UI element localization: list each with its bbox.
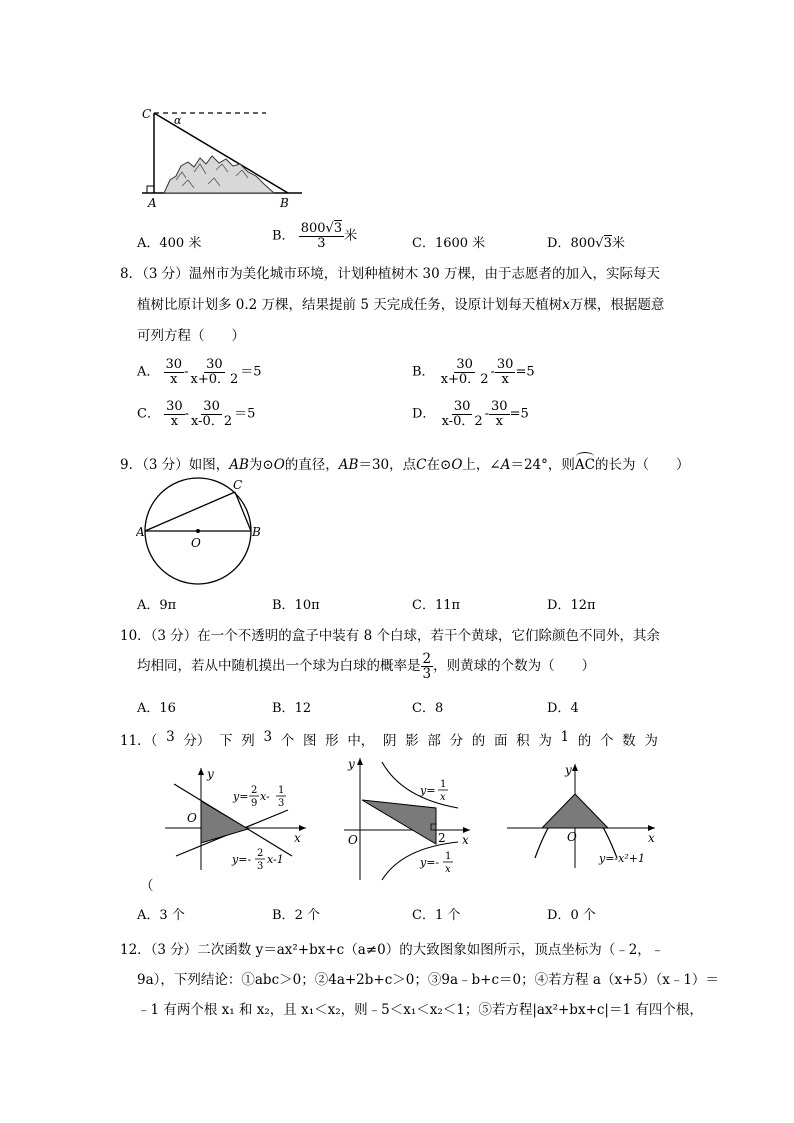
fig7-label-B: B xyxy=(280,196,289,210)
q8-line-3: 可列方程（ ） xyxy=(137,328,245,344)
q11-figure-3 xyxy=(505,758,665,873)
svg-text:x: x xyxy=(440,792,446,803)
fig1-origin: O xyxy=(187,811,197,825)
fig2-two: 2 xyxy=(438,831,446,845)
svg-text:3: 3 xyxy=(278,798,285,809)
q7-option-c[interactable]: C．1600 米 xyxy=(412,236,486,251)
fig1-eq2-pre: y=- xyxy=(232,853,252,866)
fig7-label-C: C xyxy=(142,107,152,121)
q9-label-A: A xyxy=(136,525,145,539)
q8-option-a[interactable]: A． $\frac{30}{x}$ - $\frac{30}{x+0.2}$ ＝5 xyxy=(137,357,262,387)
svg-text:1: 1 xyxy=(445,851,452,862)
q9-option-b[interactable]: B．10π xyxy=(272,598,320,613)
q8-option-b[interactable]: B． $\frac{30}{x+0.2}$ - $\frac{30}{x}$ =5 xyxy=(412,357,535,387)
q10-option-b[interactable]: B．12 xyxy=(272,701,312,716)
fig3-y-label: y xyxy=(565,763,572,777)
q8-line-1: 8．（3 分）温州市为美化城市环境，计划种植树木 30 万棵，由于志愿者的加入，实际每天 xyxy=(120,266,660,282)
svg-text:x-: x- xyxy=(260,790,270,803)
q9-option-a[interactable]: A．9π xyxy=(137,598,177,613)
q9-stem: 9．（3 分）如图，AB为⊙O的直径，AB＝30，点C在⊙O上，∠A＝24°，则AC的长为（ ） xyxy=(120,457,690,473)
q11-option-b[interactable]: B．2 个 xyxy=(272,908,320,923)
fig3-equation: y=-x²+1 xyxy=(599,852,645,865)
svg-text:y=: y= xyxy=(420,784,436,797)
fig2-y-label: y xyxy=(348,757,355,771)
fig7-label-alpha: α xyxy=(174,114,182,127)
q7-option-b[interactable]: B． $\frac{800√3}{3}$ 米 xyxy=(272,221,358,251)
fig3-origin: O xyxy=(567,830,577,844)
q12-line-1: 12．（3 分）二次函数 y＝ax²+bx+c（a≠0）的大致图象如图所示，顶点坐标为（﹣2，﹣ xyxy=(120,942,665,958)
q9-option-c[interactable]: C．11π xyxy=(412,598,461,613)
q8-option-c[interactable]: C． $\frac{30}{x}$ - $\frac{30}{x-0.2}$ ＝5 xyxy=(137,399,256,429)
q8-line-2: 植树比原计划多 0.2 万棵，结果提前 5 天完成任务，设原计划每天植树x万棵，根据题意 xyxy=(137,297,665,313)
q10-option-a[interactable]: A．16 xyxy=(137,701,176,716)
svg-text:2: 2 xyxy=(251,785,258,796)
fig2-x-label: x xyxy=(462,833,469,847)
q7-figure xyxy=(136,100,306,210)
q7-option-a[interactable]: A．400 米 xyxy=(137,236,202,251)
fig3-x-label: x xyxy=(648,831,655,845)
q11-paren: （ xyxy=(140,878,154,894)
q9-label-B: B xyxy=(252,525,261,539)
svg-text:1: 1 xyxy=(440,779,447,790)
fig7-label-A: A xyxy=(148,196,157,210)
q11-option-d[interactable]: D．0 个 xyxy=(547,908,596,923)
q7-option-d[interactable]: D．800√3米 xyxy=(547,236,625,251)
fig1-eq1-pre: y= xyxy=(233,790,249,803)
q11-option-c[interactable]: C．1 个 xyxy=(412,908,461,923)
fig1-y-label: y xyxy=(207,767,214,781)
q9-circle-figure xyxy=(136,472,266,590)
svg-text:2: 2 xyxy=(257,848,264,859)
q10-line-1: 10．（3 分）在一个不透明的盒子中装有 8 个白球，若干个黄球，它们除颜色不同外，其余 xyxy=(120,628,660,644)
q9-option-d[interactable]: D．12π xyxy=(547,598,596,613)
svg-text:9: 9 xyxy=(251,798,258,809)
q10-line-2: 均相同，若从中随机摸出一个球为白球的概率是 $\frac{2}{3}$ ，则黄球的个数为（ ） xyxy=(137,651,596,683)
q11-stem: 11．（ 3 分） 下 列 3 个 图 形 中， 阴 影 部 分 的 面 积 为 1 的 个 数 为 xyxy=(120,729,658,749)
svg-text:x-1: x-1 xyxy=(267,853,284,866)
q11-option-a[interactable]: A．3 个 xyxy=(137,908,185,923)
svg-text:3: 3 xyxy=(257,861,264,872)
svg-text:y=-: y=- xyxy=(420,856,440,869)
q9-label-C: C xyxy=(233,478,243,492)
q12-line-3: ﹣1 有两个根 x₁ 和 x₂，且 x₁＜x₂，则﹣5＜x₁＜x₂＜1；⑤若方程|ax²+bx+c|＝1 有四个根， xyxy=(137,1002,703,1018)
svg-text:1: 1 xyxy=(278,785,285,796)
svg-text:x: x xyxy=(445,864,451,875)
q8-option-d[interactable]: D． $\frac{30}{x-0.2}$ - $\frac{30}{x}$ =5 xyxy=(412,399,529,429)
q9-label-O: O xyxy=(191,536,201,550)
q10-option-d[interactable]: D．4 xyxy=(547,701,579,716)
fig2-origin: O xyxy=(348,833,358,847)
q11-figure-1 xyxy=(160,758,310,878)
fig1-x-label: x xyxy=(294,831,301,845)
q10-option-c[interactable]: C．8 xyxy=(412,701,444,716)
q11-figure-2 xyxy=(340,752,480,884)
q12-line-2: 9a），下列结论：①abc＞0；②4a+2b+c＞0；③9a﹣b+c＝0；④若方程 a（x+5）（x﹣1）＝ xyxy=(137,972,719,988)
